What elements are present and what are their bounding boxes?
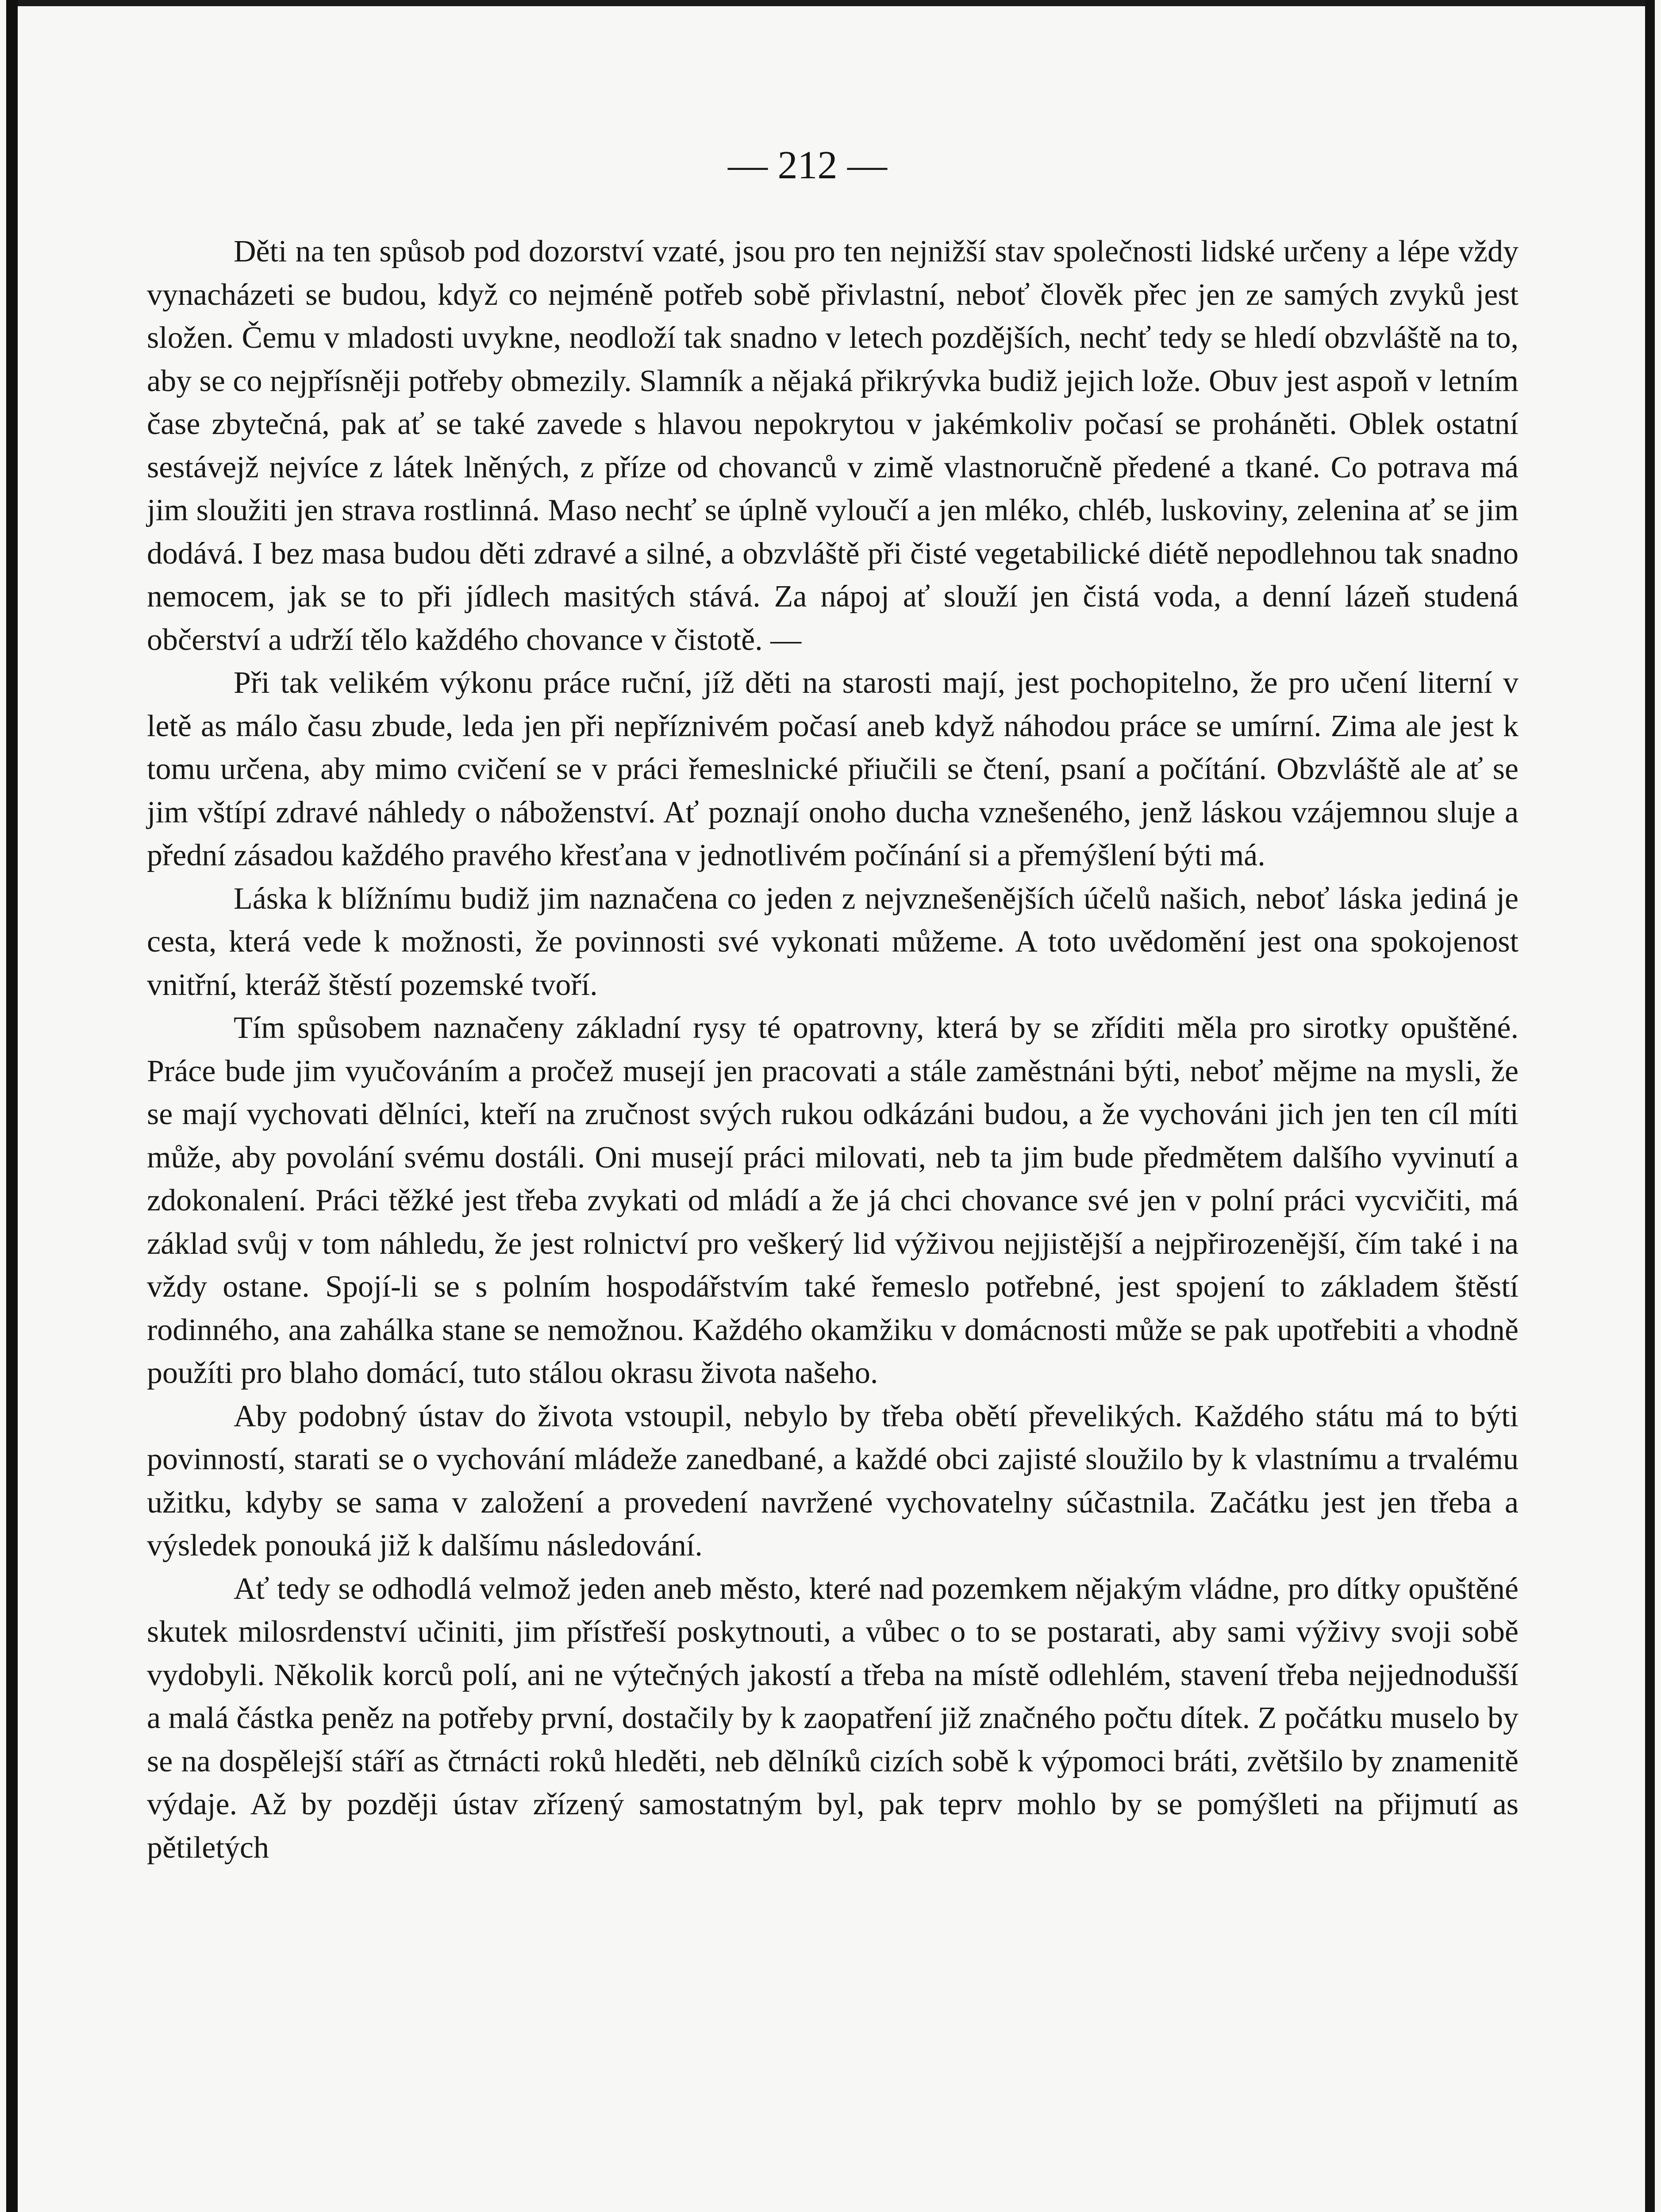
- paragraph: Děti na ten spůsob pod dozorství vzaté, jsou pro ten nejnižší stav společnosti lidské určeny a lépe vždy vynacházeti se budou, když co nejméně potřeb sobě přivlastní, neboť člověk přec jen ze samých zvyků jest složen. Čemu v mladosti uvykne, neodloží tak snadno v letech pozdějších, nechť tedy se hledí obzvláště na to, aby se co nejpřísněji potřeby obmezily. Slamník a nějaká přikrývka budiž jejich lože. Obuv jest aspoň v letním čase zbytečná, pak ať se také zavede s hlavou nepokrytou v jakémkoliv počasí se proháněti. Oblek ostatní sestávejž nejvíce z látek lněných, z příze od chovanců v zimě vlastnoručně předené a tkané. Co potrava má jim sloužiti jen strava rostlinná. Maso nechť se úplně vyloučí a jen mléko, chléb, luskoviny, zelenina ať se jim dodává. I bez masa budou děti zdravé a silné, a obzvláště při čisté vegetabilické diétě nepodlehnou tak snadno nemocem, jak se to při jídlech masitých stává. Za nápoj ať slouží jen čistá voda, a denní lázeň studená občerství a udrží tělo každého chovance v čistotě. —: [147, 234, 1519, 657]
- paragraph: Aby podobný ústav do života vstoupil, nebylo by třeba obětí převelikých. Každého státu má to býti povinností, starati se o vychování mládeže zanedbané, a každé obci zajisté sloužilo by k vlastnímu a trvalému užitku, kdyby se sama v založení a provedení navržené vychovatelny súčastnila. Začátku jest jen třeba a výsledek ponouká již k dalšímu následování.: [147, 1399, 1519, 1563]
- paragraph: Při tak velikém výkonu práce ruční, jíž děti na starosti mají, jest pochopitelno, že pro učení literní v letě as málo času zbude, leda jen při nepříznivém počasí aneb když náhodou práce se umírní. Zima ale jest k tomu určena, aby mimo cvičení se v práci řemeslnické přiučili se čtení, psaní a počítání. Obzvláště ale ať se jim vštípí zdravé náhledy o náboženství. Ať poznají onoho ducha vznešeného, jenž láskou vzájemnou sluje a přední zásadou každého pravého křesťana v jednotlivém počínání si a přemýšlení býti má.: [147, 666, 1519, 872]
- paragraph: Ať tedy se odhodlá velmož jeden aneb město, které nad pozemkem nějakým vládne, pro dítky opuštěné skutek milosrdenství učiniti, jim přístřeší poskytnouti, a vůbec o to se postarati, aby sami výživy svoji sobě vydobyli. Několik korců polí, ani ne výtečných jakostí a třeba na místě odlehlém, stavení třeba nejjednodušší a malá částka peněz na potřeby první, dostačily by k zaopatření již značného počtu dítek. Z počátku muselo by se na dospělejší stáří as čtrnácti roků hleděti, neb dělníků cizích sobě k výpomoci bráti, zvětšilo by znamenitě výdaje. Až by později ústav zřízený samostatným byl, pak teprv mohlo by se pomýšleti na přijmutí as pětiletých: [147, 1571, 1519, 1865]
- page-text: [147, 230, 1519, 1869]
- paragraph: Láska k blížnímu budiž jim naznačena co jeden z nejvznešenějších účelů našich, neboť láska jediná je cesta, která vede k možnosti, že povinnosti své vykonati můžeme. A toto uvědomění jest ona spokojenost vnitřní, kteráž štěstí pozemské tvoří.: [147, 881, 1519, 1002]
- paragraph: Tím spůsobem naznačeny základní rysy té opatrovny, která by se zříditi měla pro sirotky opuštěné. Práce bude jim vyučováním a pročež musejí jen pracovati a stále zaměstnáni býti, neboť mějme na mysli, že se mají vychovati dělníci, kteří na zručnost svých rukou odkázáni budou, a že vychováni jich jen ten cíl míti může, aby povolání svému dostáli. Oni musejí práci milovati, neb ta jim bude předmětem dalšího vyvinutí a zdokonalení. Práci těžké jest třeba zvykati od mládí a že já chci chovance své jen v polní práci vycvičiti, má základ svůj v tom náhledu, že jest rolnictví pro veškerý lid výživou nejjistější a nejpřirozenější, čím také i na vždy ostane. Spojí-li se s polním hospodářstvím také řemeslo potřebné, jest spojení to základem štěstí rodinného, ana zahálka stane se nemožnou. Každého okamžiku v domácnosti může se pak upotřebiti a vhodně použíti pro blaho domácí, tuto stálou okrasu života našeho.: [147, 1011, 1519, 1390]
- scan-edge-right: [1645, 0, 1655, 2212]
- page-number: — 212 —: [728, 143, 887, 187]
- scan-edge-top: [18, 0, 1645, 6]
- scan-edge-left: [6, 0, 18, 2212]
